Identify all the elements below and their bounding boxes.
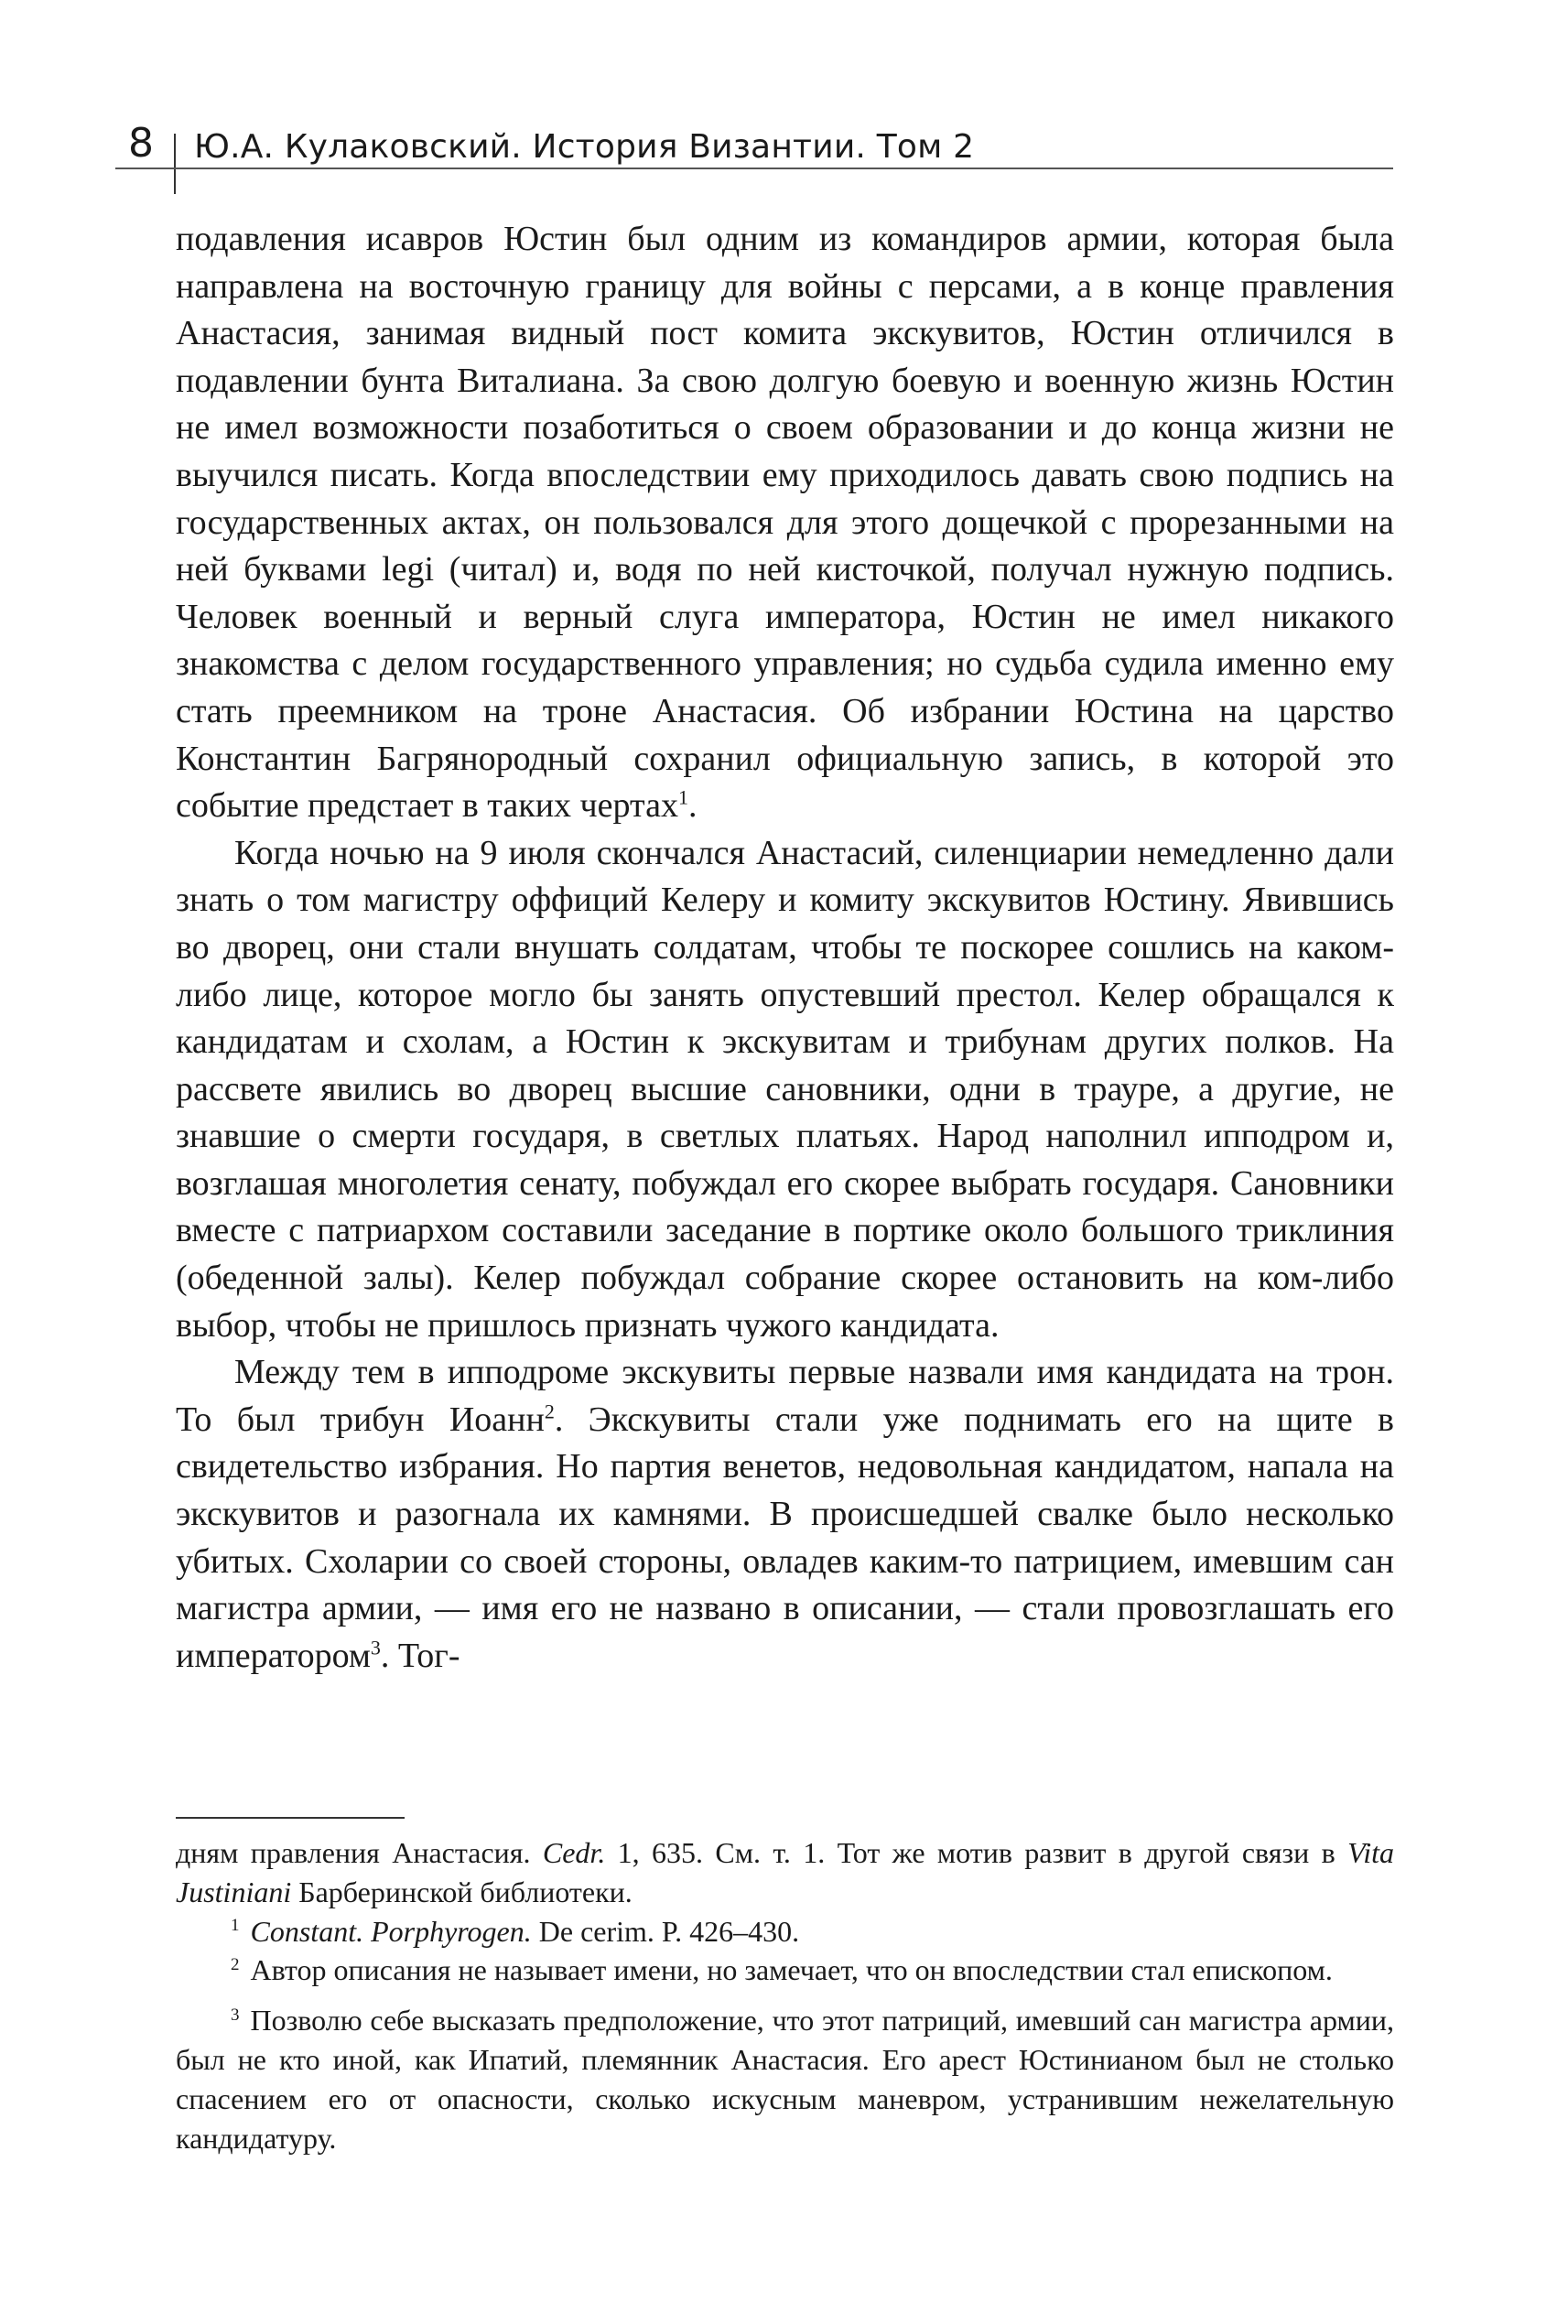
paragraph-3-text-b: . Экскувиты стали уже поднимать его на щите в свидетельство избрания. Но партия венетов, недовольная кандидатом, напала на экскувитов и разогнала их камнями. В происшедшей свалке было несколько убитых. Схоларии со своей стороны, овладев каким-то патрицием, имевшим сан магистра армии, — имя его не названо в описании, — стали провозглашать его императором (176, 1400, 1395, 1675)
footnote-cont-ref2: Vita Justiniani (176, 1836, 1395, 1908)
paragraph-1-text: подавления исавров Юстин был одним из командиров армии, которая была направлена на восточную границу для войны с персами, а в конце правления Анастасия, занимая видный пост комита экскувитов, Юстин отличился в подавлении бунта Виталиана. За свою долгую боевую и военную жизнь Юстин не имел возможности позаботиться о своем образовании и до конца жизни не выучился писать. Когда впоследствии ему приходилось давать свою подпись на государственных актах, он пользовался для этого дощечкой с прорезанными на ней буквами legi (читал) и, водя по ней кисточкой, получал нужную подпись. Человек военный и верный слуга императора, Юстин не имел никакого знакомства с делом государственного управления; но судьба судила именно ему стать преемником на троне Анастасия. Об избрании Юстина на царство Константин Багрянородный сохранил официальную запись, в которой это событие предстает в таких чертах (176, 220, 1394, 826)
paragraph-1 (176, 216, 1394, 830)
footnote-3-text: Позволю себе высказать предположение, что этот патриций, имевший сан магистра армии, был не кто иной, как Ипатий, племянник Анастасия. Его арест Юстинианом был не столько спасением его от опасности, сколько искусным маневром, устранившим нежелательную кандидатуру. (176, 2004, 1394, 2155)
page-header (0, 0, 1568, 201)
paragraph-3-text-a: Между тем в ипподроме экскувиты первые назвали имя кандидата на трон. То был трибун Иоанн (176, 1353, 1394, 1439)
footnote-3-number: 3 (231, 2005, 240, 2025)
paragraph-3 (176, 1349, 1394, 1680)
page-number: 8 (128, 120, 154, 167)
header-divider (174, 134, 176, 194)
footnote-ref-3[interactable]: 3 (370, 1636, 381, 1659)
footnote-cont-text-a: дням правления Анастасия. (176, 1836, 543, 1869)
footnote-2-text: Автор описания не называет имени, но замечает, что он впоследствии стал епископом. (250, 1953, 1333, 1987)
footnote-cont-text-c: Барберинской библиотеки. (291, 1875, 633, 1908)
header-rule (115, 168, 1393, 169)
paragraph-2: Когда ночью на 9 июля скончался Анастасий, силенциарии немедленно дали знать о том магистру оффиций Келеру и комиту экскувитов Юстину. Явившись во дворец, они стали внушать солдатам, чтобы те поскорее сошлись на каком-либо лице, которое могло бы занять опустевший престол. Келер обращался к кандидатам и схолам, а Юстин к экскувитам и трибунам других полков. На рассвете явились во дворец высшие сановники, одни в трауре, а другие, не знавшие о смерти государя, в светлых платьях. Народ наполнил ипподром и, возглашая многолетия сенату, побуждал его скорее выбрать государя. Сановники вместе с патриархом составили заседание в портике около большого триклиния (обеденной залы). Келер побуждал собрание скорее остановить на ком-либо выбор, чтобы не пришлось признать чужого кандидата. (176, 833, 1394, 1345)
footnote-1-ref: Constant. Porphyrogen. (250, 1914, 532, 1948)
footnote-ref-1[interactable]: 1 (677, 785, 688, 809)
footnote-2-number: 2 (231, 1954, 240, 1974)
paragraph-1-end: . (687, 786, 697, 826)
footnote-1-number: 1 (231, 1915, 240, 1935)
footnote-1-text: De cerim. P. 426–430. (531, 1914, 800, 1948)
running-title: Ю.А. Кулаковский. История Византии. Том 2 (194, 128, 975, 166)
footnote-rule (176, 1817, 405, 1819)
footnote-3 (176, 2001, 1394, 2157)
footnote-cont-ref: Cedr. (542, 1836, 606, 1869)
footnotes (176, 1833, 1394, 2157)
footnote-2 (176, 1951, 1394, 1990)
footnote-cont-text-b: 1, 635. См. т. 1. Тот же мотив развит в другой связи в (605, 1836, 1348, 1869)
paragraph-3-text-c: . Тог- (380, 1636, 460, 1675)
footnote-ref-2[interactable]: 2 (544, 1400, 555, 1423)
main-text (176, 216, 1394, 1680)
footnote-1 (176, 1912, 1394, 1951)
footnote-continuation (176, 1833, 1394, 1912)
